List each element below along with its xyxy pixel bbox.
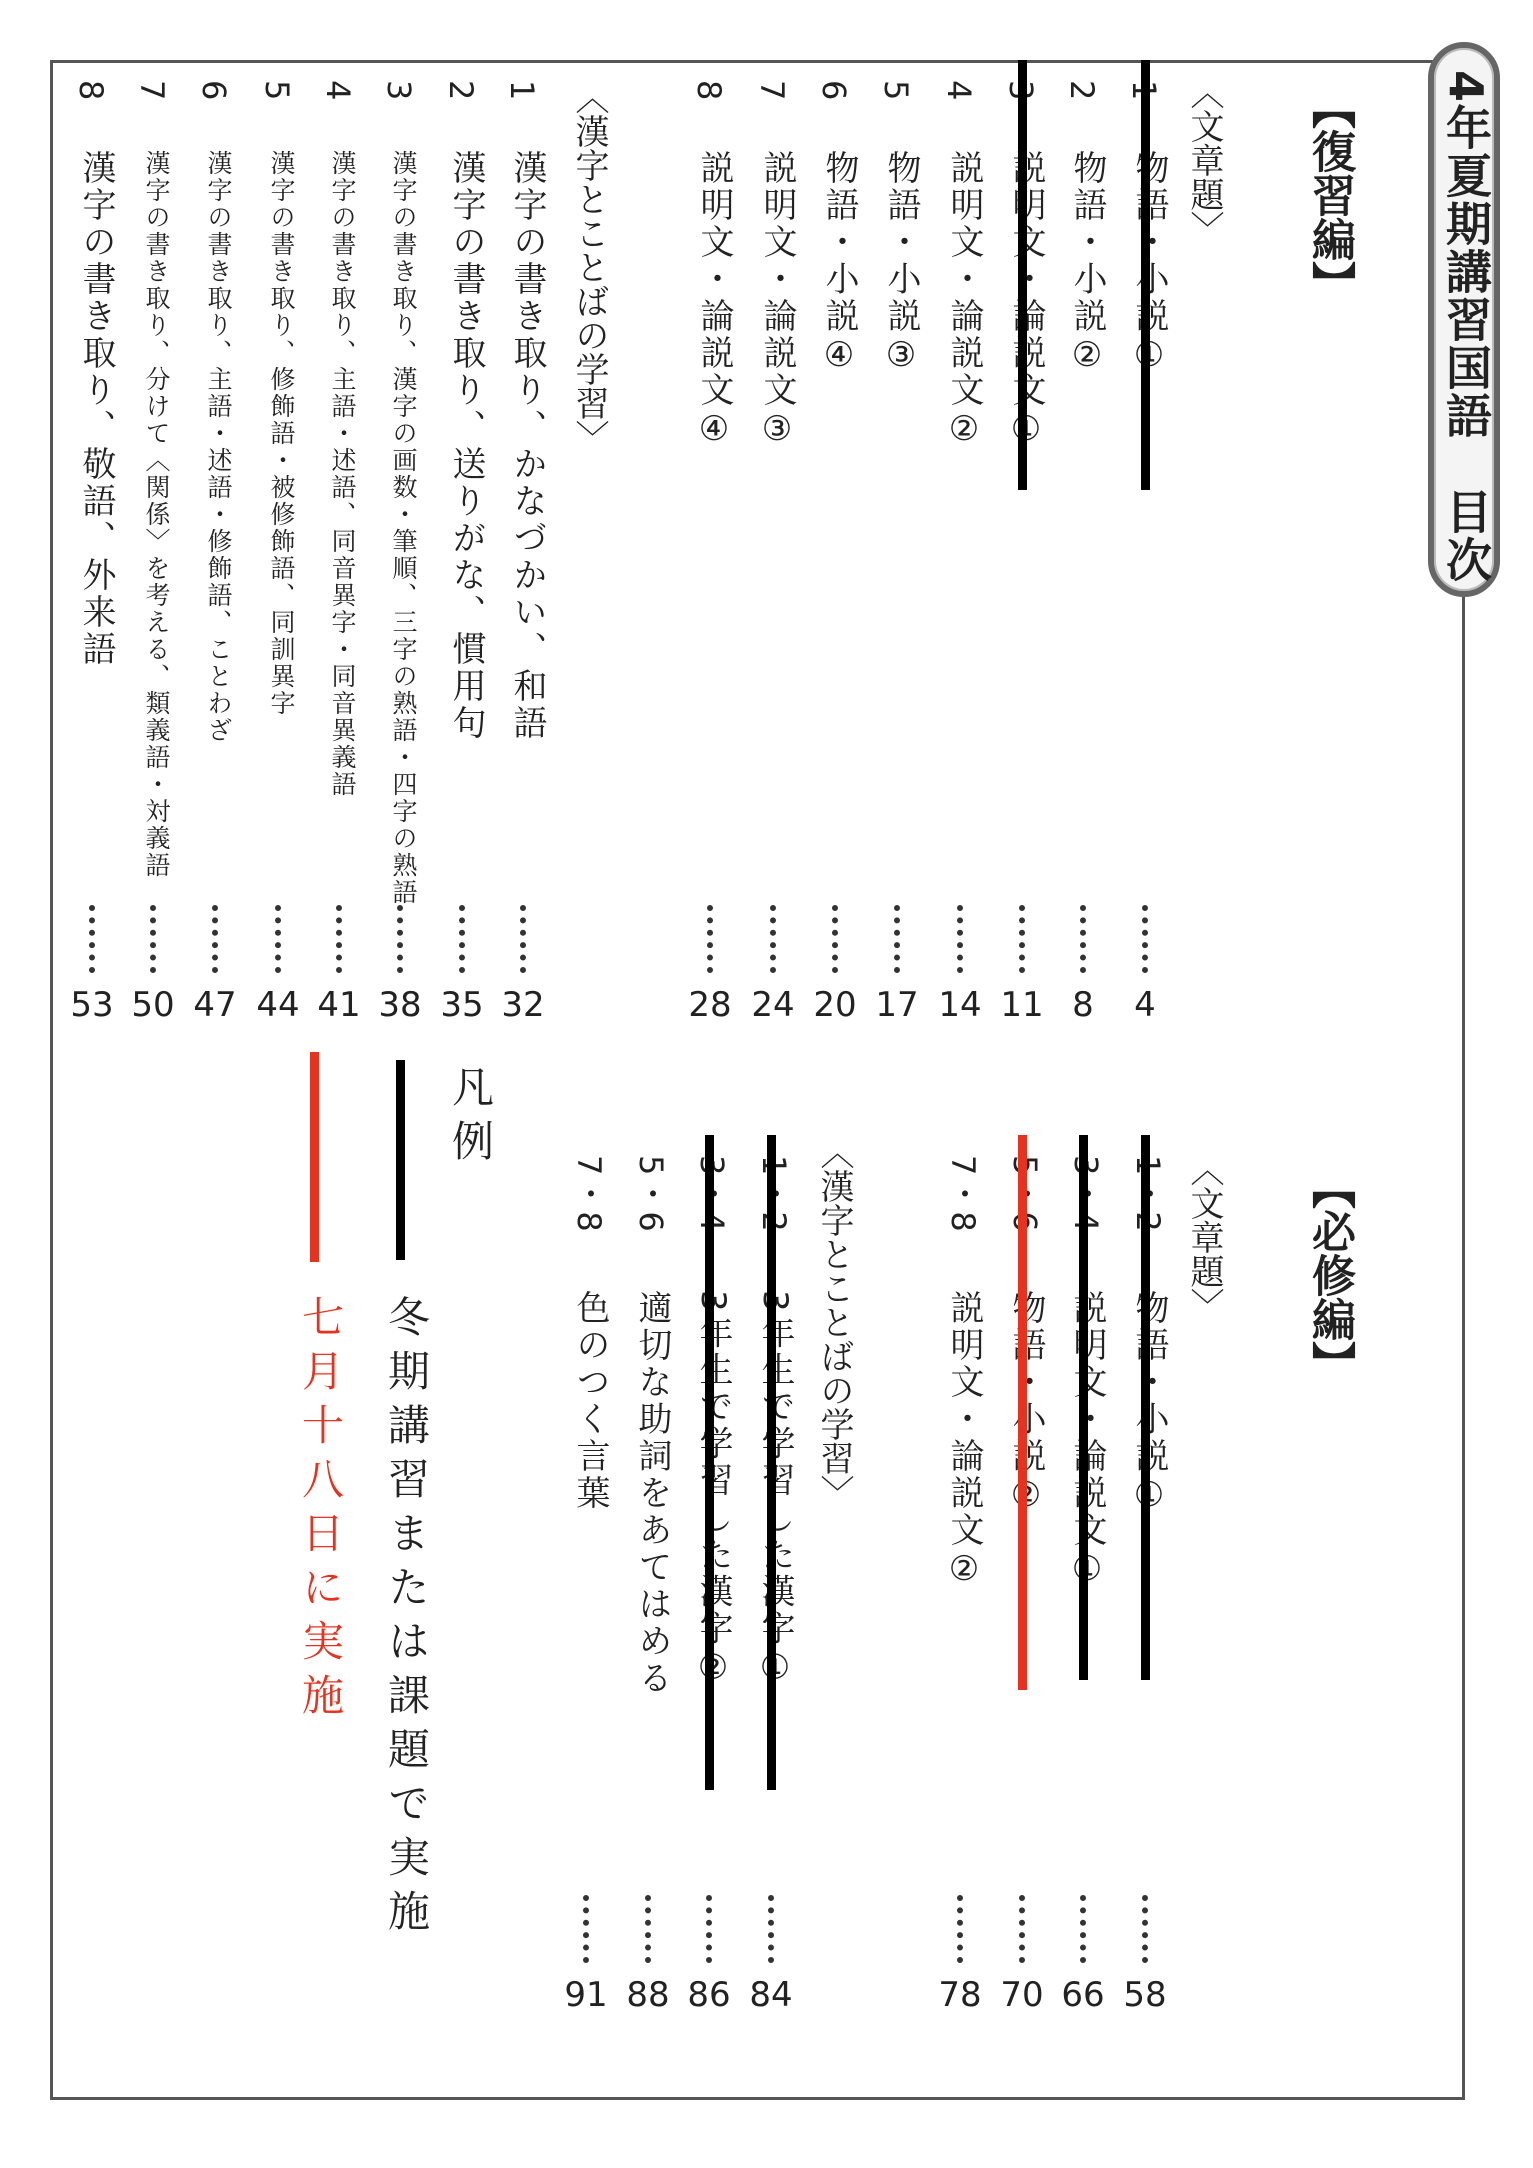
leader-dots — [1142, 1895, 1154, 1963]
page-number[interactable]: 70 — [1000, 1975, 1044, 2015]
leader-dots — [1080, 905, 1092, 973]
toc-entry-title[interactable]: 漢字の書き取り、送りがな、慣用句 — [446, 150, 486, 742]
page-number[interactable]: 50 — [131, 985, 175, 1025]
toc-entry-title[interactable]: 漢字の書き取り、主語・述語、同音異字・同音異義語 — [328, 150, 357, 798]
toc-entry-title[interactable]: 色のつく言葉 — [570, 1290, 610, 1512]
review-kanji-label: 〈漢字とことばの学習〉 — [569, 80, 609, 454]
done-marker-kanji-3-4 — [705, 1135, 714, 1790]
toc-entry-title[interactable]: 物語・小説③ — [881, 150, 921, 378]
required-kanji-label: 〈漢字とことばの学習〉 — [814, 1135, 854, 1509]
toc-number: 5 — [877, 80, 915, 103]
leader-dots — [459, 905, 471, 973]
page-number[interactable]: 17 — [875, 985, 919, 1025]
page-number[interactable]: 4 — [1134, 985, 1156, 1025]
leader-dots — [1142, 905, 1154, 973]
leader-dots — [768, 1895, 780, 1963]
required-passage-label: 〈文章題〉 — [1184, 1152, 1224, 1322]
toc-entry-title[interactable]: 説明文・論説文② — [944, 150, 984, 452]
toc-entry-title[interactable]: 説明文・論説文③ — [757, 150, 797, 452]
page-number[interactable]: 66 — [1061, 1975, 1105, 2015]
page-number[interactable]: 28 — [688, 985, 732, 1025]
legend-red-bar — [310, 1052, 319, 1262]
leader-dots — [706, 1895, 718, 1963]
toc-number: 2 — [442, 80, 480, 103]
red-marker-required-5-6 — [1018, 1135, 1027, 1690]
toc-number: 5 — [258, 80, 296, 103]
leader-dots — [894, 905, 906, 973]
leader-dots — [336, 905, 348, 973]
legend-black-label: 冬期講習または課題で実施 — [382, 1295, 431, 1943]
page-number[interactable]: 14 — [938, 985, 982, 1025]
toc-number: 8 — [690, 80, 728, 103]
leader-dots — [583, 1895, 595, 1963]
leader-dots — [1019, 905, 1031, 973]
toc-number: 7 — [753, 80, 791, 103]
toc-entry-title[interactable]: 物語・小説④ — [819, 150, 859, 378]
page-number[interactable]: 88 — [626, 1975, 670, 2015]
page-number[interactable]: 58 — [1123, 1975, 1167, 2015]
toc-number: 7・8 — [570, 1155, 608, 1234]
done-marker-review-1 — [1141, 60, 1150, 490]
page-number[interactable]: 44 — [256, 985, 300, 1025]
page-number[interactable]: 91 — [564, 1975, 608, 2015]
leader-dots — [89, 905, 101, 973]
leader-dots — [832, 905, 844, 973]
page-title: 4年夏期講習国語 目次 — [1439, 70, 1493, 585]
page-number[interactable]: 86 — [687, 1975, 731, 2015]
toc-number: 4 — [940, 80, 978, 103]
leader-dots — [1080, 1895, 1092, 1963]
toc-number: 3 — [380, 80, 418, 103]
toc-entry-title[interactable]: 漢字の書き取り、修飾語・被修飾語、同訓異字 — [267, 150, 296, 717]
toc-entry-title[interactable]: 漢字の書き取り、敬語、外来語 — [76, 150, 116, 668]
review-heading: 【復習編】 — [1304, 85, 1355, 305]
done-marker-review-3 — [1018, 60, 1027, 490]
leader-dots — [957, 1895, 969, 1963]
required-heading: 【必修編】 — [1304, 1165, 1355, 1385]
toc-entry-title[interactable]: 適切な助詞をあてはめる — [632, 1290, 672, 1697]
toc-number: 1 — [503, 80, 541, 103]
toc-entry-title[interactable]: 説明文・論説文④ — [694, 150, 734, 452]
leader-dots — [275, 905, 287, 973]
leader-dots — [150, 905, 162, 973]
toc-entry-title[interactable]: 物語・小説② — [1067, 150, 1107, 378]
toc-number: 7・8 — [944, 1155, 982, 1234]
legend-red-label: 七月十八日に実施 — [296, 1295, 345, 1727]
leader-dots — [645, 1895, 657, 1963]
leader-dots — [707, 905, 719, 973]
toc-number: 5・6 — [632, 1155, 670, 1234]
review-passage-label: 〈文章題〉 — [1184, 75, 1224, 245]
toc-entry-title[interactable]: 説明文・論説文② — [944, 1290, 984, 1592]
page-number[interactable]: 24 — [751, 985, 795, 1025]
toc-entry-title[interactable]: 漢字の書き取り、漢字の画数・筆順、三字の熟語・四字の熟語 — [389, 150, 418, 906]
toc-entry-title[interactable]: 漢字の書き取り、分けて〈関係〉を考える、類義語・対義語 — [142, 150, 171, 879]
done-marker-kanji-1-2 — [767, 1135, 776, 1790]
leader-dots — [1019, 1895, 1031, 1963]
page-number[interactable]: 84 — [749, 1975, 793, 2015]
page-number[interactable]: 78 — [938, 1975, 982, 2015]
legend-black-bar — [396, 1060, 405, 1260]
done-marker-required-1-2 — [1141, 1135, 1150, 1680]
toc-number: 4 — [319, 80, 357, 103]
done-marker-required-3-4 — [1079, 1135, 1088, 1680]
page-number[interactable]: 35 — [440, 985, 484, 1025]
page-number[interactable]: 47 — [193, 985, 237, 1025]
toc-number: 7 — [133, 80, 171, 103]
toc-number: 6 — [815, 80, 853, 103]
leader-dots — [212, 905, 224, 973]
page-number[interactable]: 53 — [70, 985, 114, 1025]
toc-entry-title[interactable]: 漢字の書き取り、かなづかい、和語 — [507, 150, 547, 742]
leader-dots — [520, 905, 532, 973]
toc-number: 2 — [1063, 80, 1101, 103]
page-number[interactable]: 41 — [317, 985, 361, 1025]
toc-number: 8 — [72, 80, 110, 103]
toc-number: 6 — [195, 80, 233, 103]
page-number[interactable]: 20 — [813, 985, 857, 1025]
page-number[interactable]: 11 — [1000, 985, 1044, 1025]
legend-heading: 凡例 — [446, 1065, 495, 1173]
leader-dots — [770, 905, 782, 973]
toc-entry-title[interactable]: 漢字の書き取り、主語・述語・修飾語、ことわざ — [204, 150, 233, 744]
leader-dots — [397, 905, 409, 973]
page-number[interactable]: 38 — [378, 985, 422, 1025]
leader-dots — [957, 905, 969, 973]
page-number[interactable]: 32 — [501, 985, 545, 1025]
page-number[interactable]: 8 — [1072, 985, 1094, 1025]
